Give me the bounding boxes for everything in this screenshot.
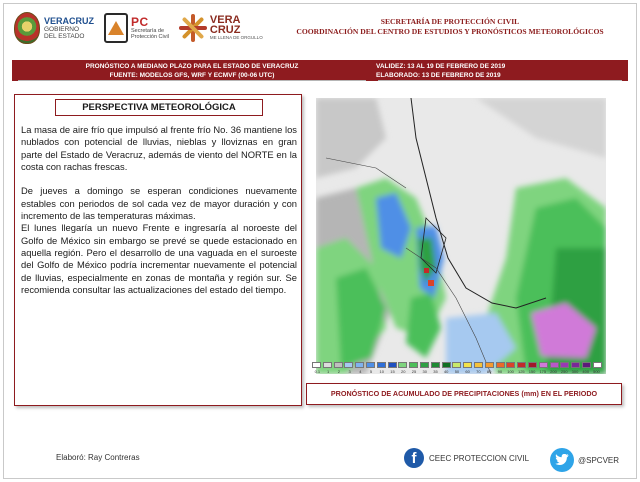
scale-swatch — [582, 362, 591, 368]
scale-tick-label: 40 — [443, 369, 449, 374]
scale-tick-label: 250 — [560, 369, 568, 374]
scale-swatch — [398, 362, 407, 368]
pc-logo-line3: Protección Civil — [131, 34, 169, 40]
forecast-title: PRONÓSTICO A MEDIANO PLAZO PARA EL ESTADO DE VERACRUZ — [85, 63, 299, 70]
scale-tick-label: 3 — [348, 369, 351, 374]
scale-tick-label: 1 — [326, 369, 330, 374]
scale-tick-label: 2 — [337, 369, 340, 374]
scale-swatch — [366, 362, 375, 368]
twitter-icon — [550, 448, 574, 472]
scale-tick-label: 200 — [550, 369, 557, 374]
scale-swatch — [431, 362, 440, 368]
scale-swatch — [593, 362, 602, 368]
vera-logo-line2: CRUZ — [209, 24, 241, 36]
facebook-handle: CEEC PROTECCION CIVIL — [429, 453, 530, 463]
org-line2: COORDINACIÓN DEL CENTRO DE ESTUDIOS Y PRONÓSTICOS METEOROLÓGICOS — [296, 27, 604, 36]
scale-tick-label: 400 — [582, 369, 590, 374]
scale-swatch — [420, 362, 429, 368]
scale-swatch — [485, 362, 494, 368]
star-icon — [179, 14, 207, 42]
scale-swatch — [452, 362, 461, 368]
scale-swatch — [474, 362, 483, 368]
veracruz-crest-icon — [14, 12, 40, 44]
scale-swatch — [506, 362, 515, 368]
scale-tick-label: 90 — [497, 369, 503, 374]
scale-tick-label: 30 — [422, 369, 427, 374]
map-caption: PRONÓSTICO DE ACUMULADO DE PRECIPITACIONES (mm) EN EL PERIODO — [306, 383, 622, 405]
precipitation-color-scale — [312, 362, 602, 382]
proteccion-civil-logo — [104, 13, 169, 43]
scale-swatch — [442, 362, 451, 368]
vera-logo-line1: VERA — [209, 14, 241, 26]
pc-shield-icon — [104, 13, 128, 43]
scale-swatch — [539, 362, 548, 368]
scale-swatch — [323, 362, 332, 368]
scale-swatch — [334, 362, 343, 368]
scale-swatch — [571, 362, 580, 368]
validity-info-bar — [372, 60, 628, 81]
organization-title — [266, 17, 634, 37]
scale-tick-label: 60 — [465, 369, 470, 374]
scale-tick-label: 80 — [486, 369, 492, 374]
pc-logo-line1: PC — [131, 15, 149, 29]
scale-tick-label: 15 — [390, 369, 395, 374]
precipitation-map — [316, 98, 606, 374]
scale-swatch — [463, 362, 472, 368]
author-credit: Elaboró: Ray Contreras — [56, 453, 140, 462]
scale-tick-label: 100 — [507, 369, 514, 374]
scale-tick-label: 5 — [369, 369, 373, 374]
scale-tick-label: 4 — [359, 369, 362, 374]
facebook-icon: f — [404, 448, 424, 468]
scale-tick-label: 10 — [379, 369, 384, 374]
perspective-paragraph: De jueves a domingo se esperan condiciones nuevamente estables con periodos de sol cada vez de mayor duración y con incremento de las temperaturas máximas. — [21, 185, 297, 222]
scale-tick-label: 20 — [401, 369, 406, 374]
perspective-title: PERSPECTIVA METEOROLÓGICA — [55, 99, 263, 116]
vera-logo-slogan: ME LLENA DE ORGULLO — [209, 35, 263, 40]
org-line1: SECRETARÍA DE PROTECCIÓN CIVIL — [380, 17, 520, 26]
perspective-paragraph: El lunes llegaría un nuevo Frente e ingresaría al noroeste del Golfo de México sin embargo se prevé se quede estacionado en aquella región. Pero el desarrollo de una vaguada en el suroeste del Golfo de México podría incrementar nuevamente el potencial de lluvias, especialmente en zonas de montaña y región sur. Se recomienda consultar las actualizaciones del estado del tiempo. — [21, 222, 297, 295]
scale-swatch — [377, 362, 386, 368]
facebook-link[interactable] — [404, 448, 529, 468]
scale-tick-label: 35 — [433, 369, 438, 374]
scale-tick-label: 150 — [528, 369, 536, 374]
header-logos — [14, 8, 273, 48]
scale-tick-label: 70 — [476, 369, 481, 374]
perspective-panel — [14, 94, 302, 406]
scale-swatch — [344, 362, 353, 368]
scale-swatch — [517, 362, 526, 368]
veracruz-logo-line2: GOBIERNO — [44, 25, 80, 33]
forecast-validity: VALIDEZ: 13 AL 19 DE FEBRERO DE 2019 — [376, 63, 506, 70]
scale-tick-label: 500 — [593, 369, 600, 374]
precipitation-map-graphic — [316, 98, 606, 374]
scale-tick-label: 25 — [411, 369, 417, 374]
scale-swatch — [312, 362, 321, 368]
scale-swatch — [496, 362, 505, 368]
scale-tick-label: 50 — [454, 369, 460, 374]
veracruz-government-logo — [14, 12, 94, 44]
scale-tick-label: 0.1 — [314, 369, 321, 374]
scale-tick-label: 175 — [539, 369, 547, 374]
scale-swatch — [355, 362, 364, 368]
veracruz-brand-logo — [179, 14, 263, 42]
perspective-text — [21, 124, 297, 308]
scale-swatch — [409, 362, 418, 368]
scale-swatch — [550, 362, 559, 368]
scale-swatch — [528, 362, 537, 368]
forecast-info-bar — [12, 60, 372, 81]
scale-tick-label: 300 — [571, 369, 579, 374]
veracruz-logo-line1: VERACRUZ — [44, 15, 95, 26]
scale-swatch — [560, 362, 569, 368]
pc-logo-line2: Secretaría de — [131, 28, 165, 34]
scale-swatch — [388, 362, 397, 368]
perspective-paragraph: La masa de aire frío que impulsó al frente frío No. 36 mantiene los nublados con potencial de lluvias, nieblas y lloviznas en gran parte del Estado de Veracruz, además de viento del NORTE en la costa con rachas frescas. — [21, 124, 297, 172]
forecast-prepared-date: ELABORADO: 13 DE FEBRERO DE 2019 — [376, 72, 501, 79]
forecast-source: FUENTE: MODELOS GFS, WRF Y ECMVF (00-06 UTC) — [109, 72, 275, 79]
scale-tick-label: 125 — [517, 369, 525, 374]
twitter-handle: @SPCVER — [578, 455, 620, 465]
veracruz-logo-line3: DEL ESTADO — [44, 32, 85, 40]
twitter-link[interactable] — [550, 448, 619, 472]
